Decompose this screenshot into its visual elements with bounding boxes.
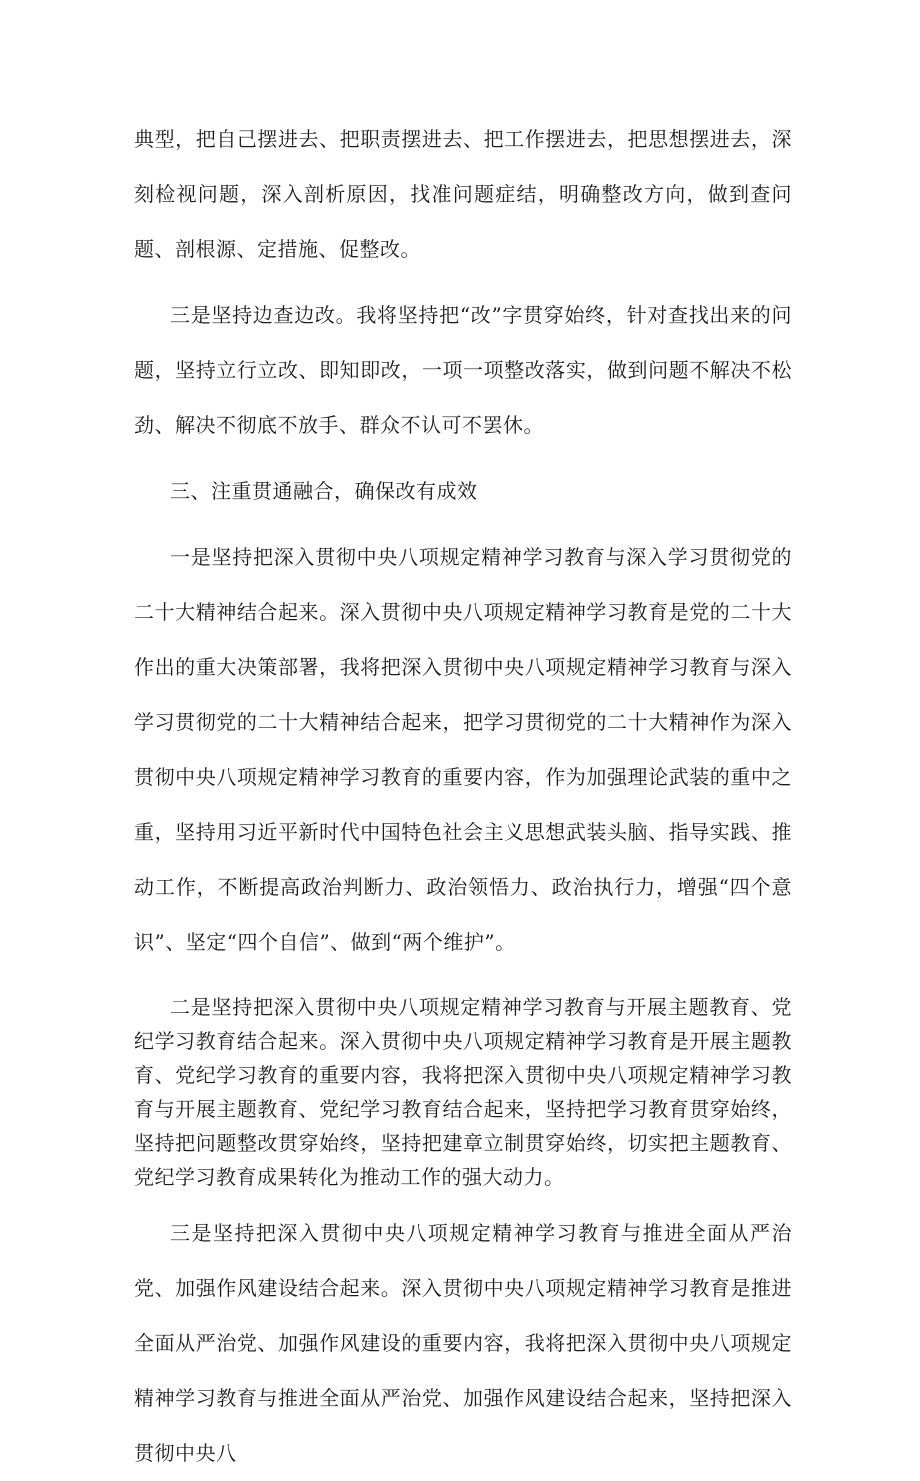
paragraph-continued: 典型，把自己摆进去、把职责摆进去、把工作摆进去，把思想摆进去，深刻检视问题，深入剖析原因，找准问题症结，明确整改方向，做到查问题、剖根源、定措施、促整改。 bbox=[134, 127, 792, 261]
paragraph-edit-while-checking: 三是坚持边查边改。我将坚持把“改”字贯穿始终，针对查找出来的问题，坚持立行立改、即知即改，一项一项整改落实，做到问题不解决不松劲、解决不彻底不放手、群众不认可不罢休。 bbox=[134, 303, 792, 437]
paragraph-third-point: 三是坚持把深入贯彻中央八项规定精神学习教育与推进全面从严治党、加强作风建设结合起来。深入贯彻中央八项规定精神学习教育是推进全面从严治党、加强作风建设的重要内容，我将把深入贯彻中央八项规定精神学习教育与推进全面从严治党、加强作风建设结合起来，坚持把深入贯彻中央八 bbox=[134, 1221, 792, 1465]
section-heading: 三、注重贯通融合，确保改有成效 bbox=[170, 479, 478, 503]
paragraph-second-point: 二是坚持把深入贯彻中央八项规定精神学习教育与开展主题教育、党纪学习教育结合起来。深入贯彻中央八项规定精神学习教育是开展主题教育、党纪学习教育的重要内容，我将把深入贯彻中央八项规定精神学习教育与开展主题教育、党纪学习教育结合起来，坚持把学习教育贯穿始终，坚持把问题整改贯穿始终，坚持把建章立制贯穿始终，切实把主题教育、党纪学习教育成果转化为推动工作的强大动力。 bbox=[134, 995, 792, 1189]
paragraph-first-point: 一是坚持把深入贯彻中央八项规定精神学习教育与深入学习贯彻党的二十大精神结合起来。深入贯彻中央八项规定精神学习教育是党的二十大作出的重大决策部署，我将把深入贯彻中央八项规定精神学习教育与深入学习贯彻党的二十大精神结合起来，把学习贯彻党的二十大精神作为深入贯彻中央八项规定精神学习教育的重要内容，作为加强理论武装的重中之重，坚持用习近平新时代中国特色社会主义思想武装头脑、指导实践、推动工作，不断提高政治判断力、政治领悟力、政治执行力，增强“四个意识”、坚定“四个自信”、做到“两个维护”。 bbox=[134, 545, 792, 954]
